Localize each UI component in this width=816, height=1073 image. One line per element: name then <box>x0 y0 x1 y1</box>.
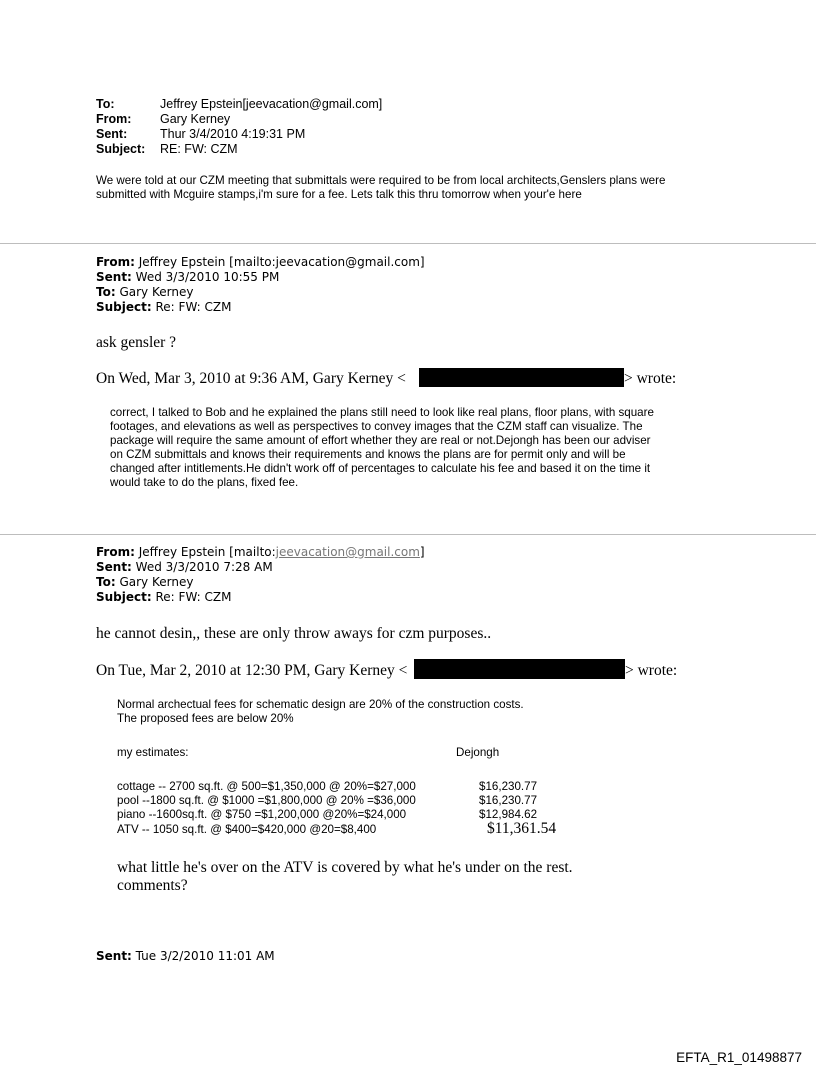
subject-label: Subject: <box>96 590 152 604</box>
estimate-row-desc: cottage -- 2700 sq.ft. @ 500=$1,350,000 @ 20%=$27,000 <box>117 780 416 793</box>
msg2-subject <box>96 300 231 315</box>
sent-value: Thur 3/4/2010 4:19:31 PM <box>160 127 306 141</box>
subject-label: Subject: <box>96 142 146 156</box>
quote-line: on CZM submittals and knows their requirements and knows the plans are for permit only and will be <box>110 448 626 461</box>
header-sent <box>96 127 305 142</box>
msg3-quote-header-pre: On Tue, Mar 2, 2010 at 12:30 PM, Gary Kerney < <box>96 662 408 679</box>
body-line: We were told at our CZM meeting that submittals were required to be from local architects,Genslers plans were <box>96 174 666 187</box>
document-id: EFTA_R1_01498877 <box>676 1050 802 1065</box>
quote-line: changed after intitlements.He didn't work off of percentages to calculate his fee and based it on the time it <box>110 462 651 475</box>
divider <box>0 534 816 535</box>
from-label: From: <box>96 255 135 269</box>
msg3-subject <box>96 590 231 605</box>
estimate-row-dejongh: $16,230.77 <box>479 780 538 793</box>
closing-line: comments? <box>117 877 188 894</box>
to-value: Gary Kerney <box>115 575 194 589</box>
intro-line: Normal archectual fees for schematic design are 20% of the construction costs. <box>117 698 524 711</box>
from-value: Jeffrey Epstein [mailto:jeevacation@gmail.com] <box>134 255 425 269</box>
msg3-from <box>96 545 425 560</box>
msg3-sent <box>96 560 273 575</box>
estimates-label: my estimates: <box>117 746 189 759</box>
msg2-quoted-text <box>110 406 654 490</box>
from-label: From: <box>96 545 135 559</box>
sent-label: Sent: <box>96 949 132 963</box>
header-subject <box>96 142 238 157</box>
top-message-body <box>96 174 665 202</box>
subject-label: Subject: <box>96 300 152 314</box>
msg2-from <box>96 255 425 270</box>
msg2-sent <box>96 270 279 285</box>
msg2-reply: ask gensler ? <box>96 334 177 351</box>
header-to <box>96 97 382 112</box>
estimate-row-dejongh: $12,984.62 <box>479 808 538 821</box>
quote-line: footages, and elevations as well as perspectives to convey images that the CZM staff can visualize. The <box>110 420 643 433</box>
msg3-to <box>96 575 193 590</box>
sent-value: Wed 3/3/2010 7:28 AM <box>131 560 273 574</box>
msg3-reply: he cannot desin,, these are only throw aways for czm purposes.. <box>96 625 492 642</box>
header-from <box>96 112 230 127</box>
sent-value: Wed 3/3/2010 10:55 PM <box>131 270 280 284</box>
subject-value: RE: FW: CZM <box>160 142 238 156</box>
from-suffix: ] <box>419 545 425 559</box>
body-line: submitted with Mcguire stamps,i'm sure for a fee. Lets talk this thru tomorrow when your'e here <box>96 188 582 201</box>
msg2-quote-header-pre: On Wed, Mar 3, 2010 at 9:36 AM, Gary Kerney < <box>96 370 406 387</box>
to-value: Gary Kerney <box>115 285 194 299</box>
msg3-quote-header-post: > wrote: <box>625 662 678 679</box>
final-sent <box>96 949 275 964</box>
to-label: To: <box>96 285 116 299</box>
from-prefix: Jeffrey Epstein [mailto: <box>134 545 276 559</box>
to-label: To: <box>96 97 115 111</box>
redaction-box <box>414 659 625 679</box>
sent-label: Sent: <box>96 560 132 574</box>
quote-line: correct, I talked to Bob and he explained the plans still need to look like real plans, floor plans, with square <box>110 406 654 419</box>
msg3-intro <box>117 698 524 726</box>
email-link[interactable]: jeevacation@gmail.com <box>275 545 420 559</box>
from-label: From: <box>96 112 132 126</box>
estimate-row-dejongh: $16,230.77 <box>479 794 538 807</box>
quote-line: would take to do the plans, fixed fee. <box>110 476 299 489</box>
subject-value: Re: FW: CZM <box>151 590 232 604</box>
estimate-row-dejongh: $11,361.54 <box>487 820 557 837</box>
msg2-to <box>96 285 193 300</box>
estimate-row-desc: ATV -- 1050 sq.ft. @ $400=$420,000 @20=$8,400 <box>117 823 377 836</box>
estimate-row-desc: piano --1600sq.ft. @ $750 =$1,200,000 @20%=$24,000 <box>117 808 407 821</box>
sent-label: Sent: <box>96 270 132 284</box>
subject-value: Re: FW: CZM <box>151 300 232 314</box>
closing-line: what little he's over on the ATV is covered by what he's under on the rest. <box>117 859 573 876</box>
sent-label: Sent: <box>96 127 128 141</box>
to-label: To: <box>96 575 116 589</box>
estimate-row-desc: pool --1800 sq.ft. @ $1000 =$1,800,000 @ 20% =$36,000 <box>117 794 416 807</box>
dejongh-label: Dejongh <box>456 746 500 759</box>
intro-line: The proposed fees are below 20% <box>117 712 294 725</box>
redaction-box <box>419 368 624 387</box>
msg2-quote-header-post: > wrote: <box>624 370 677 387</box>
from-value: Gary Kerney <box>160 112 231 126</box>
quote-line: package will require the same amount of effort whether they are real or not.Dejongh has been our adviser <box>110 434 651 447</box>
to-value: Jeffrey Epstein[jeevacation@gmail.com] <box>160 97 383 111</box>
sent-value: Tue 3/2/2010 11:01 AM <box>131 949 275 963</box>
divider <box>0 243 816 244</box>
